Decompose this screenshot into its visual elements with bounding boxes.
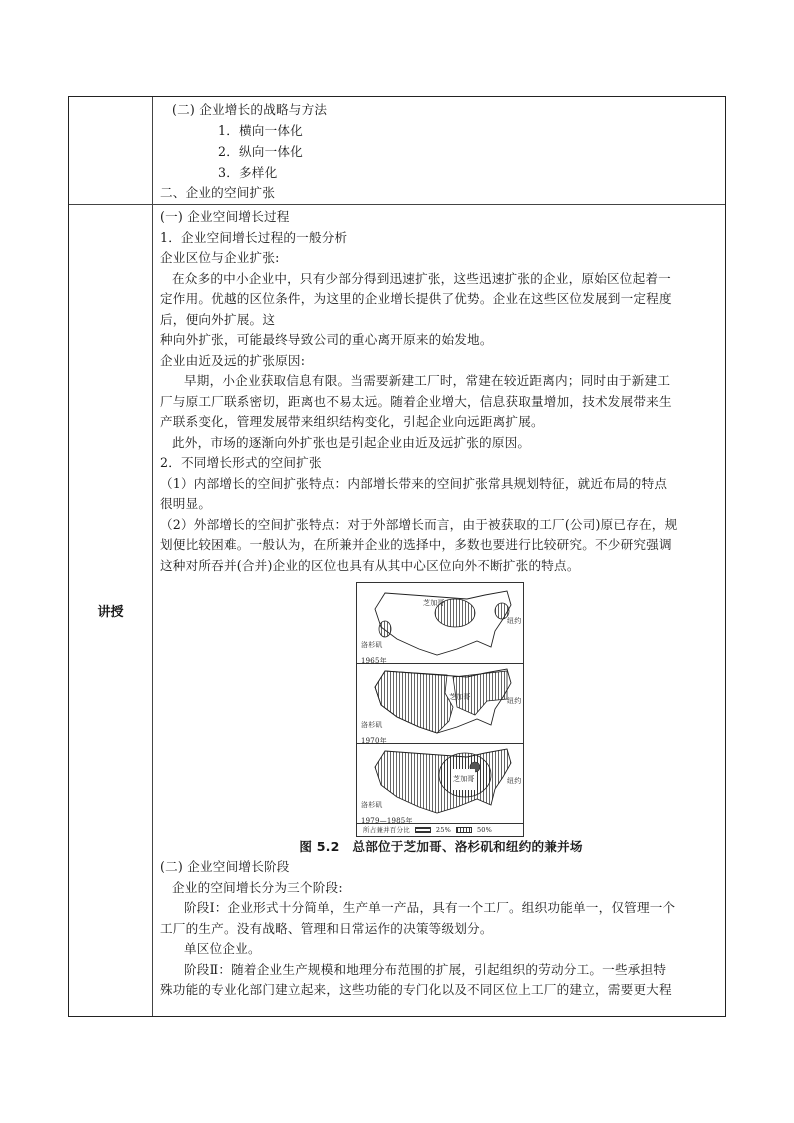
- paragraph-heading: 企业由近及远的扩张原因:: [160, 352, 306, 368]
- section-heading-spatial-expansion: 二、企业的空间扩张: [160, 185, 276, 200]
- paragraph-line: （1）内部增长的空间扩张特点：内部增长带来的空间扩张常具规划特征，就近布局的特点: [160, 475, 668, 491]
- legend-25-label: 25%: [435, 825, 451, 834]
- subsection-title: 2．不同增长形式的空间扩张: [160, 455, 322, 470]
- paragraph-line: 企业的空间增长分为三个阶段:: [172, 879, 343, 895]
- legend-swatch-25-icon: [415, 827, 431, 833]
- paragraph-line: 单区位企业。: [184, 941, 261, 956]
- legend-50-label: 50%: [476, 825, 493, 834]
- strategy-item: 2．纵向一体化: [218, 144, 303, 159]
- paragraph-heading: 企业区位与企业扩张:: [160, 250, 280, 265]
- paragraph-line: 后，便向外扩展。这: [160, 311, 276, 327]
- legend-title: 所占兼并百分比: [363, 825, 410, 834]
- legend-swatch-50-icon: [456, 827, 472, 833]
- paragraph-line: 阶段Ⅱ：随着企业生产规模和地理分布范围的扩展，引起组织的劳动分工。一些承担特: [184, 961, 667, 977]
- map-label-chicago: 芝加哥: [423, 599, 445, 607]
- strategy-item: 1．横向一体化: [218, 123, 303, 138]
- paragraph-line: 这种对所吞并(合并)企业的区位也具有从其中心区位向外不断扩张的特点。: [160, 557, 580, 573]
- map-legend: [357, 824, 523, 836]
- map-year-label: 1970年: [361, 737, 387, 745]
- paragraph-line: 此外，市场的逐渐向外扩张也是引起企业由近及远扩张的原因。: [172, 434, 531, 450]
- top-content-cell: [160, 99, 722, 204]
- section-title: (一) 企业空间增长过程: [160, 209, 290, 224]
- map-label-los-angeles: 洛杉矶: [361, 721, 383, 729]
- map-label-chicago: 芝加哥: [449, 693, 471, 701]
- lesson-table: [68, 96, 726, 1017]
- paragraph-line: 划便比较困难。一般认为，在所兼并企业的选择中，多数也要进行比较研究。不少研究强调: [160, 537, 672, 552]
- map-label-los-angeles: 洛杉矶: [361, 641, 383, 649]
- map-year-label: 1965年: [361, 657, 387, 665]
- main-content-cell: [160, 207, 722, 1001]
- paragraph-line: 种向外扩张，可能最终导致公司的重心离开原来的始发地。: [160, 332, 493, 347]
- figure-caption: 图 5.2 总部位于芝加哥、洛杉矶和纽约的兼并场: [299, 839, 583, 854]
- row-label-cell: [69, 205, 152, 1016]
- map-label-los-angeles: 洛杉矶: [361, 801, 383, 809]
- map-panel-1965: [357, 583, 523, 664]
- row-label-lecture: 讲授: [97, 605, 124, 620]
- paragraph-line: 定作用。优越的区位条件，为这里的企业增长提供了优势。企业在这些区位发展到一定程度: [160, 291, 672, 306]
- map-label-new-york: 纽约: [507, 697, 522, 705]
- strategy-item: 3．多样化: [218, 165, 278, 180]
- merger-map-figure: [356, 582, 524, 837]
- paragraph-line: 厂与原工厂联系密切，距离也不易太远。随着企业增大，信息获取量增加，技术发展带来生: [160, 393, 672, 409]
- strategy-heading: (二) 企业增长的战略与方法: [172, 102, 328, 117]
- paragraph-line: 殊功能的专业化部门建立起来，这些功能的专门化以及不同区位上工厂的建立，需要更大程: [160, 982, 672, 997]
- paragraph-line: 早期，小企业获取信息有限。当需要新建工厂时，常建在较近距离内；同时由于新建工: [184, 373, 671, 388]
- map-label-chicago: 芝加哥: [453, 769, 475, 790]
- map-year-label: 1979—1985年: [361, 817, 413, 825]
- map-panel-1979-1985: [357, 743, 523, 824]
- map-label-new-york: 纽约: [507, 617, 522, 625]
- paragraph-line: 很明显。: [160, 496, 212, 511]
- map-label-new-york: 纽约: [507, 777, 522, 785]
- row-divider: [69, 204, 725, 205]
- subsection-title: 1．企业空间增长过程的一般分析: [160, 229, 348, 245]
- section-title: (二) 企业空间增长阶段: [160, 859, 290, 874]
- paragraph-line: 阶段Ⅰ：企业形式十分简单，生产单一产品，具有一个工厂。组织功能单一，仅管理一个: [184, 900, 676, 915]
- paragraph-line: 工厂的生产。没有战略、管理和日常运作的决策等级划分。: [160, 920, 493, 936]
- paragraph-line: （2）外部增长的空间扩张特点：对于外部增长而言，由于被获取的工厂(公司)原已存在，规: [160, 516, 678, 532]
- paragraph-line: 产联系变化，管理发展带来组织结构变化，引起企业向远距离扩展。: [160, 414, 544, 429]
- column-divider: [152, 97, 153, 1016]
- map-panel-1970: [357, 663, 523, 744]
- paragraph-line: 在众多的中小企业中，只有少部分得到迅速扩张，这些迅速扩张的企业，原始区位起着一: [172, 270, 671, 286]
